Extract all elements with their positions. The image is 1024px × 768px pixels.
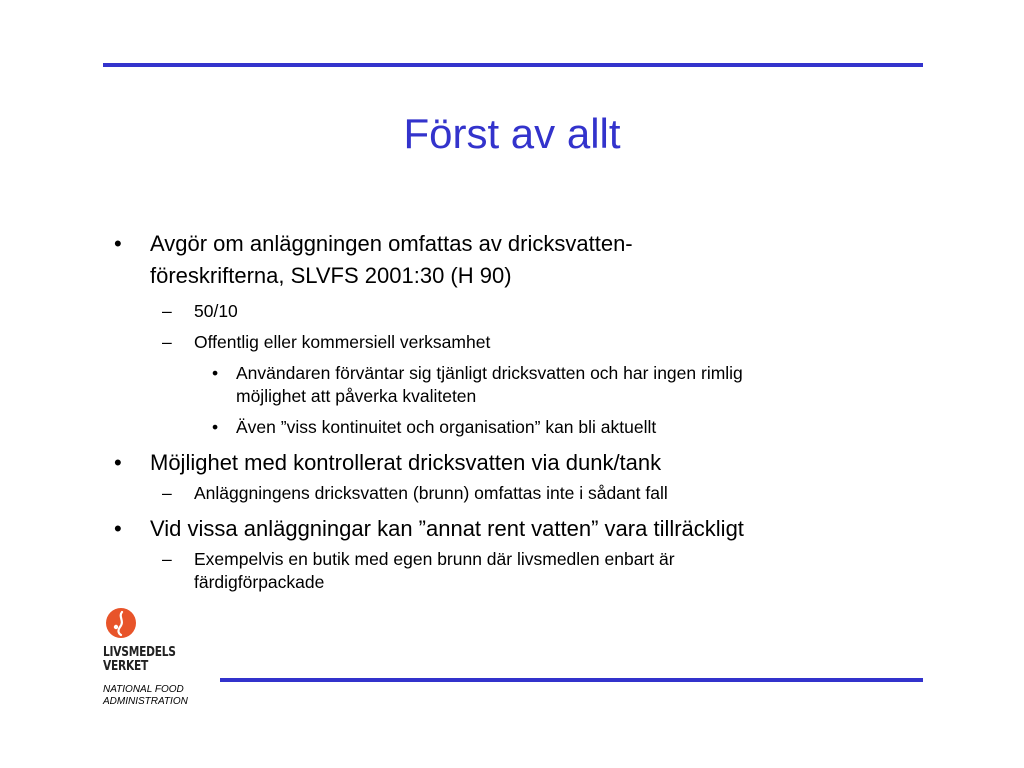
livsmedelsverket-emblem-icon: [105, 607, 137, 639]
logo-wordmark: [103, 646, 193, 674]
sub-bullet-item: [110, 482, 940, 505]
logo-subtitle-line: NATIONAL FOOD: [103, 684, 184, 695]
sub-bullet-text: Anläggningens dricksvatten (brunn) omfattas inte i sådant fall: [194, 483, 668, 503]
sub-bullet-text: Offentlig eller kommersiell verksamhet: [194, 332, 491, 352]
sub-bullet-text: Exempelvis en butik med egen brunn där livsmedlen enbart är: [194, 549, 675, 569]
sub-sub-bullet-item: [110, 416, 940, 439]
sub-sub-bullet-text: Användaren förväntar sig tjänligt dricksvatten och har ingen rimlig: [236, 363, 743, 383]
bullet-text: Avgör om anläggningen omfattas av dricksvatten-: [150, 231, 633, 256]
bullet-item: [110, 228, 940, 292]
sub-bullet-text: 50/10: [194, 301, 238, 321]
sub-bullet-text-continued: färdigförpackade: [194, 572, 325, 592]
bullet-text: Möjlighet med kontrollerat dricksvatten via dunk/tank: [150, 450, 662, 475]
bullet-marker: •: [114, 450, 122, 475]
bullet-marker: •: [114, 231, 122, 256]
logo-wordmark-line: VERKET: [103, 659, 149, 674]
sub-sub-bullet-text: Även ”viss kontinuitet och organisation” kan bli aktuellt: [236, 417, 657, 437]
livsmedelsverket-logo: [103, 607, 213, 708]
sub-bullet-item: [110, 300, 940, 323]
dash-marker: –: [162, 301, 172, 321]
bullet-text: Vid vissa anläggningar kan ”annat rent vatten” vara tillräckligt: [150, 516, 744, 541]
slide-body: [110, 228, 940, 594]
logo-wordmark-line: LIVSMEDELS: [103, 645, 176, 660]
bullet-item: [110, 447, 940, 479]
sub-sub-bullet-item: [110, 362, 940, 408]
sub-bullet-item: [110, 548, 940, 594]
slide-title: Först av allt: [403, 110, 621, 157]
logo-subtitle: [103, 684, 213, 708]
top-divider: [103, 63, 923, 67]
bullet-text-continued: föreskrifterna, SLVFS 2001:30 (H 90): [150, 263, 512, 288]
bullet-marker: •: [212, 417, 219, 437]
dash-marker: –: [162, 332, 172, 352]
sub-bullet-item: [110, 331, 940, 354]
bullet-item: [110, 513, 940, 545]
bottom-divider: [220, 678, 923, 682]
dash-marker: –: [162, 549, 172, 569]
dash-marker: –: [162, 483, 172, 503]
bullet-marker: •: [212, 363, 219, 383]
bullet-marker: •: [114, 516, 122, 541]
sub-sub-bullet-text-continued: möjlighet att påverka kvaliteten: [236, 386, 477, 406]
logo-subtitle-line: ADMINISTRATION: [103, 696, 188, 707]
